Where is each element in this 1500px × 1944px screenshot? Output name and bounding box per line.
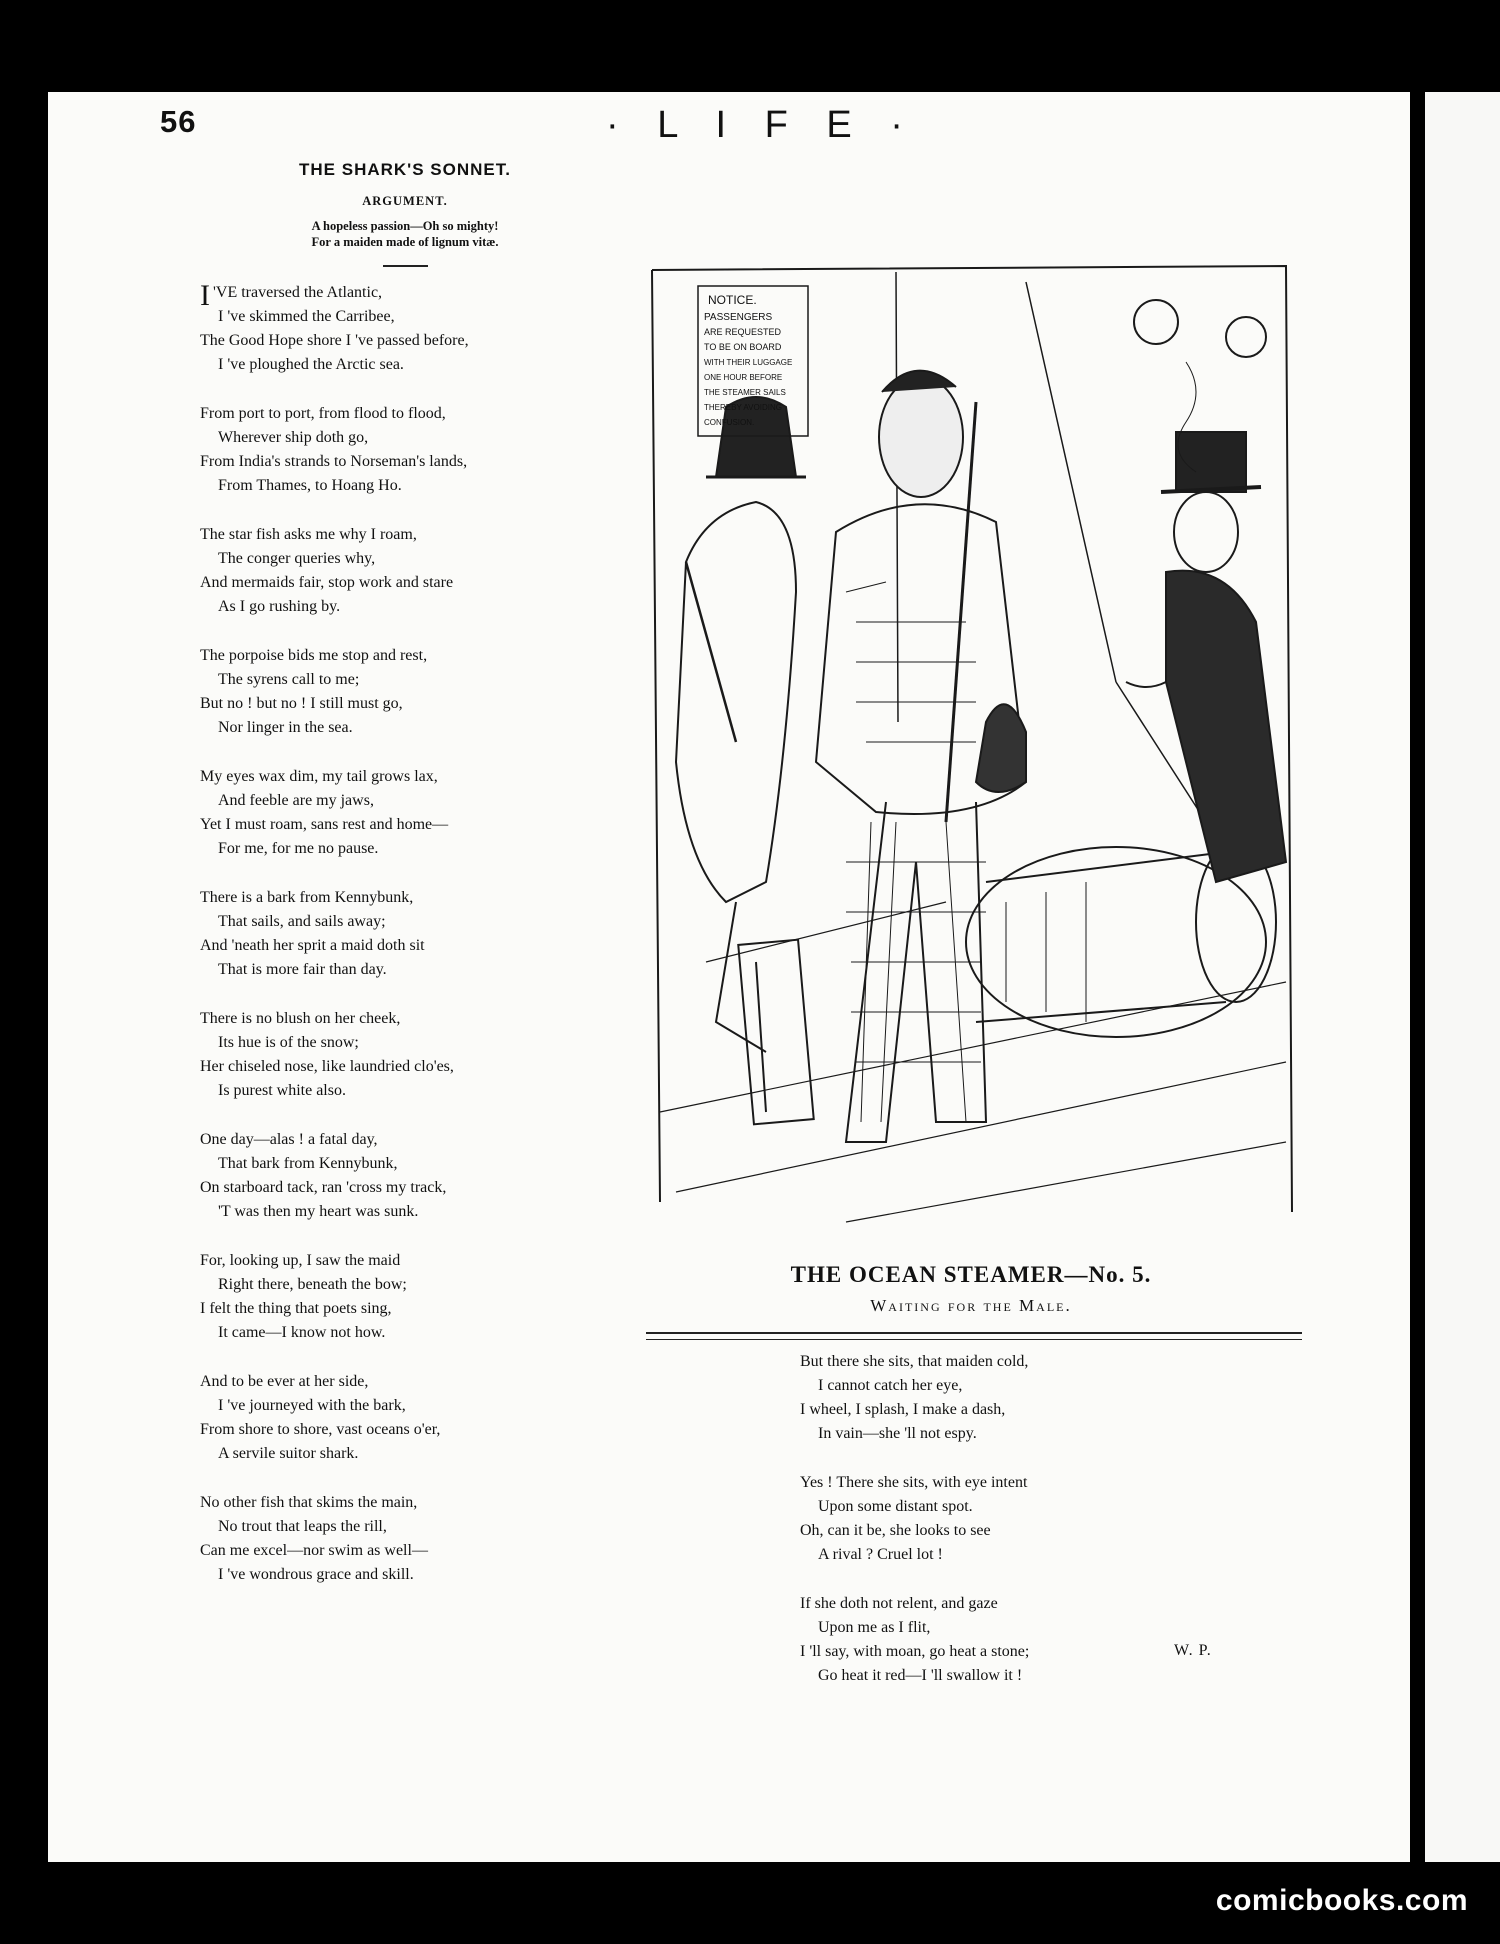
poem-line: The star fish asks me why I roam, (200, 526, 417, 543)
poem-line: The syrens call to me; (218, 671, 360, 688)
poem-line: I wheel, I splash, I make a dash, (800, 1401, 1006, 1418)
poem-continuation (800, 1350, 1230, 1713)
watermark: comicbooks.com (1215, 1884, 1468, 1917)
poem-line: I felt the thing that poets sing, (200, 1300, 392, 1317)
stanza (200, 644, 610, 740)
notice-line: THEREBY AVOIDING (704, 403, 782, 412)
poem-line: For, looking up, I saw the maid (200, 1252, 401, 1269)
poem-line: Her chiseled nose, like laundried clo'es, (200, 1058, 454, 1075)
poem-line: But no ! but no ! I still must go, (200, 695, 403, 712)
page-number: 56 (160, 104, 197, 139)
poem-line: I 've ploughed the Arctic sea. (218, 356, 404, 373)
poem-line: Is purest white also. (218, 1082, 346, 1099)
ocean-steamer-illustration (646, 262, 1296, 1262)
poem-line: Yes ! There she sits, with eye intent (800, 1474, 1028, 1491)
section-divider (646, 1332, 1302, 1340)
poem-line: 'VE traversed the Atlantic, (213, 284, 383, 301)
illustration-caption-title: THE OCEAN STEAMER—No. 5. (790, 1262, 1152, 1287)
stanza (200, 1491, 610, 1587)
poem-line: The conger queries why, (218, 550, 376, 567)
poem-line: For me, for me no pause. (218, 840, 379, 857)
notice-line: CONFUSION. (704, 418, 755, 427)
poem-line: That sails, and sails away; (218, 913, 386, 930)
poem-line: One day—alas ! a fatal day, (200, 1131, 378, 1148)
divider (383, 265, 428, 267)
poem-line: From shore to shore, vast oceans o'er, (200, 1421, 441, 1438)
poem-line: That bark from Kennybunk, (218, 1155, 398, 1172)
argument-line: A hopeless passion—Oh so mighty! (311, 219, 499, 233)
poem-line: The Good Hope shore I 've passed before, (200, 332, 469, 349)
poem-line: Oh, can it be, she looks to see (800, 1522, 991, 1539)
poem-line: 'T was then my heart was sunk. (218, 1203, 419, 1220)
masthead: · L I F E · (606, 104, 917, 146)
stanza (800, 1592, 1230, 1688)
stanza (200, 402, 610, 498)
author-signature: W. P. (1174, 1642, 1212, 1659)
notice-line: WITH THEIR LUGGAGE (704, 358, 793, 367)
poem-line: Upon some distant spot. (818, 1498, 973, 1515)
poem-line: I 've journeyed with the bark, (218, 1397, 406, 1414)
argument-heading: ARGUMENT. (362, 194, 448, 208)
poem-line: If she doth not relent, and gaze (800, 1595, 998, 1612)
poem-line: Its hue is of the snow; (218, 1034, 359, 1051)
notice-line: ARE REQUESTED (704, 327, 782, 337)
poem-line: Upon me as I flit, (818, 1619, 931, 1636)
poem-line: From Thames, to Hoang Ho. (218, 477, 402, 494)
poem-column (200, 160, 610, 1612)
poem-line: From India's strands to Norseman's lands, (200, 453, 468, 470)
notice-line: ONE HOUR BEFORE (704, 373, 783, 382)
notice-line: NOTICE. (708, 293, 757, 307)
poem-line: Go heat it red—I 'll swallow it ! (818, 1667, 1023, 1684)
notice-line: TO BE ON BOARD (704, 342, 782, 352)
poem-title: THE SHARK'S SONNET. (299, 160, 511, 179)
poem-line: Right there, beneath the bow; (218, 1276, 407, 1293)
poem-line: It came—I know not how. (218, 1324, 386, 1341)
poem-line: From port to port, from flood to flood, (200, 405, 446, 422)
poem-line: And 'neath her sprit a maid doth sit (200, 937, 425, 954)
stanza (800, 1471, 1230, 1567)
poem-line: Yet I must roam, sans rest and home— (200, 816, 449, 833)
stanza (800, 1350, 1230, 1446)
poem-line: I 'll say, with moan, go heat a stone; (800, 1643, 1030, 1660)
poem-line: My eyes wax dim, my tail grows lax, (200, 768, 438, 785)
stanza (200, 886, 610, 982)
poem-line: I cannot catch her eye, (818, 1377, 963, 1394)
poem-line: In vain—she 'll not espy. (818, 1425, 977, 1442)
poem-line: Nor linger in the sea. (218, 719, 353, 736)
page-header (0, 104, 1362, 164)
notice-line: THE STEAMER SAILS (704, 388, 786, 397)
argument-lines (200, 218, 610, 250)
poem-line: I 've wondrous grace and skill. (218, 1566, 414, 1583)
poem-line: But there she sits, that maiden cold, (800, 1353, 1029, 1370)
stanza (200, 1249, 610, 1345)
stanza (200, 281, 610, 377)
illustration-caption-subtitle: Waiting for the Male. (870, 1296, 1072, 1315)
poem-line: And feeble are my jaws, (218, 792, 374, 809)
poem-line: Wherever ship doth go, (218, 429, 369, 446)
poem-line: That is more fair than day. (218, 961, 387, 978)
stanza (200, 1128, 610, 1224)
poem-line: There is no blush on her cheek, (200, 1010, 401, 1027)
stanza (200, 1007, 610, 1103)
poem-line: No trout that leaps the rill, (218, 1518, 387, 1535)
drop-cap: I (200, 279, 210, 312)
poem-line: As I go rushing by. (218, 598, 341, 615)
poem-line: A rival ? Cruel lot ! (818, 1546, 943, 1563)
poem-line: There is a bark from Kennybunk, (200, 889, 414, 906)
poem-line: On starboard tack, ran 'cross my track, (200, 1179, 447, 1196)
poem-line: No other fish that skims the main, (200, 1494, 418, 1511)
notice-line: PASSENGERS (704, 312, 773, 323)
poem-line: And to be ever at her side, (200, 1373, 369, 1390)
poem-line: A servile suitor shark. (218, 1445, 359, 1462)
stanza (200, 523, 610, 619)
poem-line: The porpoise bids me stop and rest, (200, 647, 428, 664)
stanza (200, 765, 610, 861)
argument-line: For a maiden made of lignum vitæ. (311, 235, 499, 249)
facing-page-edge (1425, 92, 1500, 1862)
poem-line: I 've skimmed the Carribee, (218, 308, 395, 325)
poem-line: Can me excel—nor swim as well— (200, 1542, 428, 1559)
stanza (200, 1370, 610, 1466)
poem-line: And mermaids fair, stop work and stare (200, 574, 454, 591)
